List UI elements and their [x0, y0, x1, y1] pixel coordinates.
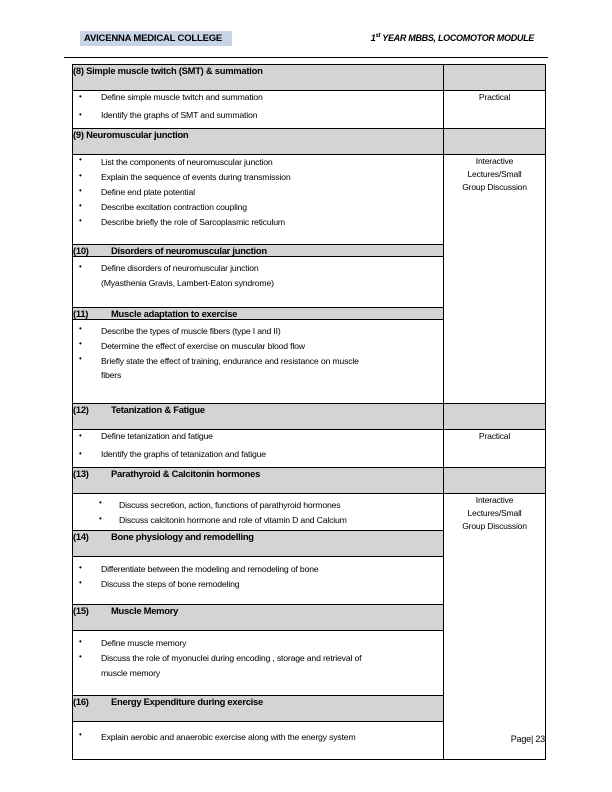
- objective-list: [73, 636, 443, 679]
- section-header-cell: [73, 531, 444, 557]
- objective-list: [73, 562, 443, 591]
- section-header-cell: [73, 128, 444, 154]
- page-footer: [72, 734, 545, 744]
- section-number: (14): [73, 531, 89, 543]
- list-item: • Discuss calcitonin hormone and role of vitamin D and Calcium: [73, 513, 443, 527]
- list-item-text: Briefly state the effect of training, endurance and resistance on muscle: [101, 355, 359, 366]
- teaching-mode-label-line2: Lectures/Small: [467, 168, 522, 179]
- teaching-mode-label-line3: Group Discussion: [462, 181, 527, 192]
- list-item-text: Define disorders of neuromuscular junction: [101, 263, 259, 274]
- list-item: [73, 261, 443, 289]
- section-header-cell: [73, 467, 444, 493]
- teaching-mode-label-line3: Group Discussion: [462, 520, 527, 531]
- teaching-mode-label-line1: Interactive: [475, 494, 514, 505]
- section-number: (13): [73, 467, 89, 479]
- list-item-text: Discuss the role of myonuclei during encoding , storage and retrieval of: [101, 653, 362, 664]
- list-item: • Define simple muscle twitch and summation: [73, 91, 443, 104]
- list-item-continuation: (Myasthenia Gravis, Lambert-Eaton syndrome): [101, 277, 274, 288]
- section-title: Muscle adaptation to exercise: [111, 307, 238, 319]
- objective-list: [73, 498, 443, 527]
- module-year-number: 1: [370, 33, 376, 43]
- module-year-suffix: st: [375, 33, 381, 39]
- section-title: Parathyroid & Calcitonin hormones: [111, 467, 261, 479]
- objectives-cell: [73, 91, 444, 129]
- list-item: [73, 354, 443, 382]
- objective-list: [73, 155, 443, 229]
- page-number-label: Page| 23: [510, 734, 545, 744]
- list-item: • Define tetanization and fatigue: [73, 430, 443, 443]
- table-row: [73, 65, 546, 91]
- table-row: [73, 493, 546, 530]
- objective-list: [73, 430, 443, 462]
- mode-header-cell: [444, 128, 546, 154]
- list-item: • Determine the effect of exercise on muscular blood flow: [73, 339, 443, 353]
- list-item: • Discuss the steps of bone remodeling: [73, 577, 443, 591]
- table-row: [73, 154, 546, 244]
- objectives-cell: [73, 154, 444, 244]
- list-item: • Identify the graphs of tetanization and fatigue: [73, 448, 443, 461]
- section-number: (12): [73, 404, 89, 415]
- section-number: (15): [73, 605, 89, 617]
- objectives-cell: [73, 557, 444, 605]
- section-header-cell: [73, 245, 444, 257]
- list-item: • Differentiate between the modeling and remodeling of bone: [73, 562, 443, 576]
- section-title: Muscle Memory: [111, 605, 179, 617]
- table-row: [73, 91, 546, 129]
- list-item: • Describe briefly the role of Sarcoplasmic reticulum: [73, 215, 443, 229]
- mode-header-cell: [444, 404, 546, 430]
- objective-list: [73, 261, 443, 289]
- section-title: Simple muscle twitch (SMT) & summation: [86, 65, 263, 76]
- section-number: (11): [73, 307, 89, 319]
- header-divider: [64, 57, 548, 58]
- list-item: • Describe the types of muscle fibers (type I and II): [73, 324, 443, 338]
- table-row: [73, 430, 546, 468]
- section-header-cell: [73, 404, 444, 430]
- document-header: [72, 31, 540, 51]
- list-item: • Identify the graphs of SMT and summation: [73, 109, 443, 122]
- teaching-mode-cell: [444, 154, 546, 403]
- section-header-cell: [73, 65, 444, 91]
- list-item: • Explain aerobic and anaerobic exercise along with the energy system: [73, 730, 443, 744]
- list-item: • Describe excitation contraction coupling: [73, 200, 443, 214]
- objectives-cell: [73, 430, 444, 468]
- module-name-rest: YEAR MBBS, LOCOMOTOR MODULE: [380, 33, 534, 43]
- section-number: (10): [73, 245, 89, 257]
- list-item: • Define muscle memory: [73, 636, 443, 650]
- teaching-mode-label: Practical: [478, 431, 511, 441]
- list-item: • Explain the sequence of events during transmission: [73, 170, 443, 184]
- mode-header-cell: [444, 467, 546, 493]
- teaching-mode-label-line2: Lectures/Small: [467, 507, 522, 518]
- section-number: (9): [73, 128, 84, 140]
- table-row: [73, 404, 546, 430]
- objectives-cell: [73, 493, 444, 530]
- section-number: (16): [73, 695, 89, 707]
- module-title: [371, 33, 534, 43]
- teaching-mode-cell: [444, 430, 546, 468]
- college-name: AVICENNA MEDICAL COLLEGE: [80, 31, 232, 46]
- objectives-cell: [73, 257, 444, 307]
- section-header-cell: [73, 695, 444, 721]
- teaching-mode-label: Practical: [478, 92, 511, 102]
- teaching-mode-cell: [444, 91, 546, 129]
- table-row: [73, 128, 546, 154]
- section-header-cell: [73, 605, 444, 631]
- table-row: [73, 467, 546, 493]
- syllabus-table: [72, 64, 546, 760]
- objectives-cell: [73, 631, 444, 695]
- section-title: Disorders of neuromuscular junction: [111, 245, 267, 257]
- section-title: Neuromuscular junction: [86, 128, 189, 140]
- section-title: Bone physiology and remodelling: [111, 531, 254, 543]
- list-item-continuation: muscle memory: [101, 667, 160, 678]
- section-number: (8): [73, 65, 84, 76]
- list-item: [73, 651, 443, 679]
- list-item: • List the components of neuromuscular junction: [73, 155, 443, 169]
- list-item: • Discuss secretion, action, functions of parathyroid hormones: [73, 498, 443, 512]
- objectives-cell: [73, 319, 444, 403]
- teaching-mode-cell: [444, 493, 546, 759]
- objective-list: [73, 324, 443, 382]
- objective-list: [73, 91, 443, 123]
- mode-header-cell: [444, 65, 546, 91]
- teaching-mode-label-line1: Interactive: [475, 155, 514, 166]
- section-title: Tetanization & Fatigue: [111, 404, 205, 415]
- section-title: Energy Expenditure during exercise: [111, 695, 263, 707]
- list-item: • Define end plate potential: [73, 185, 443, 199]
- section-header-cell: [73, 307, 444, 319]
- list-item-continuation: fibers: [101, 369, 122, 380]
